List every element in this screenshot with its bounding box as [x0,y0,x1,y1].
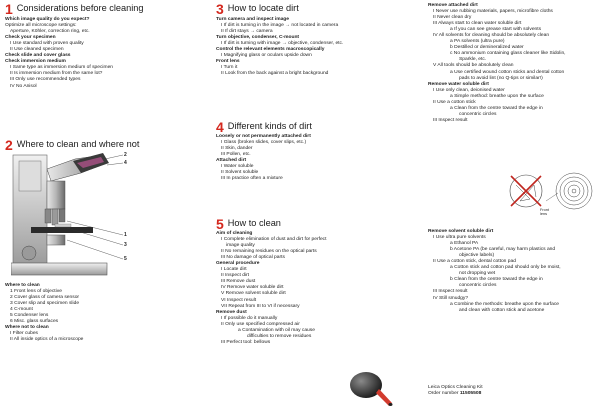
text-line: a PA solvents (ultra pure) [450,39,505,45]
cleaning-diagram [506,171,598,223]
callout-5: 5 [124,256,127,262]
text-line: I If possible do it manually [221,315,278,321]
text-line: I If dirt is turning with image → objective, condenser, etc. [221,41,344,47]
section-3-header [216,3,416,16]
section-3-number: 3 [216,1,224,17]
bellows-blower-image [346,365,396,409]
text-line: I Glass (broken slides, cover slips, etc.) [221,140,307,146]
subheading: Where to clean [5,283,40,288]
order-line [428,391,483,397]
subheading: General procedure [216,261,260,267]
text-line: II Never clean dry [433,15,472,21]
text-line: VI Inspect result [221,297,257,303]
subheading: Turn camera and inspect image [216,17,290,22]
text-line: I Use only clean, deionised water [433,87,505,93]
subheading: Turn objective, condenser, C-mount [216,35,300,41]
section-5-number: 5 [216,216,224,232]
text-line: III Remove dust [221,279,256,285]
section-1-title: Considerations before cleaning [16,3,144,13]
text-line: 2 Cover glass of camera sensor [10,295,80,301]
section-4-body [216,134,416,182]
text-line: VII Repeat from III to VI if necessary [221,303,300,309]
text-line: I Use standard with proven quality [10,41,84,47]
text-line: II Solvent soluble [221,170,259,176]
kit-name: Leica Optics Cleaning Kit [428,385,483,390]
text-line: I Locate dirt [221,267,247,273]
text-line: I Use ultra pure solvents [433,235,486,241]
subheading: Remove attached dirt [428,3,478,8]
text-line: 3 Cover slip and specimen slide [10,301,80,307]
text-line: difficulties to remove residues [247,333,312,339]
text-line: II Only use specified compressed air [221,321,300,327]
subheading: Remove water soluble dirt [428,81,489,87]
column-right [428,3,598,397]
text-line: III Pollen, etc. [221,152,251,158]
text-line: II If dirt stays → camera [221,29,273,35]
text-line: b Clean from the centre toward the edge in [450,277,543,283]
subheading: Check your specimen [5,35,56,41]
text-line: IV Still smudgy? [433,295,469,301]
section-5-header [216,218,281,231]
callout-2: 2 [124,152,127,158]
section-4-title: Different kinds of dirt [227,121,312,131]
text-line: III Perfect tool: bellows [221,339,271,345]
text-line: c No ammonium containing glass cleaner like Sidolin, [450,51,566,57]
text-line: a Combine the methods: breathe upon the surface [450,301,560,307]
text-line: I If dirt is turning in the image → not located in camera [221,23,339,29]
text-line: III Inspect result [433,289,468,295]
text-line: I Never use rubbing materials, papers, microfibre cloths [433,9,553,15]
section-1-number: 1 [5,1,13,17]
text-line: a Simple method: breathe upon the surface [450,93,544,99]
callout-3: 3 [124,242,127,248]
text-line: II Skin, dander [221,146,253,152]
text-line: Sparkle, etc. [459,57,487,63]
text-line: Aperture, Köhler, correction ring, etc. [10,29,90,35]
text-line: III In practice often a mixture [221,176,283,182]
text-line: II Use a cotton stick, dental cotton pad [433,259,516,265]
text-line: objective labels) [459,253,495,259]
subheading: Attached dirt [216,158,247,164]
subheading: Check slide and cover glass [5,53,71,59]
order-number: 11505508 [459,391,482,397]
section-5-title: How to clean [227,218,281,228]
text-line: 5 Condenser lens [10,313,49,319]
text-line: IV No Anisol [10,83,37,89]
text-line: a Ethanol PA [450,241,479,247]
text-line: IV All solvents for cleaning should be absolutely clean [433,33,550,39]
text-line: pads to avoid lint (no Q-tips or similar!) [459,75,543,81]
text-line: III Inspect result [433,117,468,123]
subheading: Loosely or not permanently attached dirt [216,134,311,139]
section-4-header [216,121,312,134]
subheading: Control the relevant elements macroscopically [216,47,325,53]
text-line: II Inspect dirt [221,273,249,279]
text-line: III No damage of optical parts [221,255,285,261]
text-line: I Water soluble [221,164,254,170]
text-line: II No remaining residues on the optical parts [221,249,317,255]
order-label: Order number [428,391,460,397]
text-line: concentric circles [459,111,497,117]
text-line: III Always start to clean water soluble dirt [433,21,522,27]
text-line: and clean with cotton stick and acetone [459,307,545,313]
right-section-body [428,3,598,124]
text-line: a Use certified wound cotton sticks and dental cotton [450,69,565,75]
text-line: b Destilled or demineralized water [450,45,524,51]
section-1-header [5,3,210,16]
right-solvent-body [428,229,598,314]
section-4-number: 4 [216,119,224,135]
section-2-number: 2 [5,137,13,153]
text-line: not dropping wet [459,271,496,277]
subheading: Aim of cleaning [216,231,253,236]
text-line: V Remove solvent soluble dirt [221,291,286,297]
subheading: Which image quality do you expect? [5,17,90,22]
text-line: I Filter cubes [10,331,38,337]
text-line: 1 Front lens of objective [10,289,62,295]
section-5-body [216,231,416,346]
text-line: IV Remove water soluble dirt [221,285,284,291]
text-line: V All tools should be absolutely clean [433,63,514,69]
text-line: a Clean from the centre toward the edge in [450,105,543,111]
text-line: I Turn it [221,65,238,71]
text-line: b Acetone PA (be careful, may harm plastics and [450,247,556,253]
text-line: II Use cleaned specimen [10,47,64,53]
text-line: I Magnifying glass or oculars upside down [221,53,312,59]
callout-4: 4 [124,160,127,166]
column-left [5,1,210,343]
microscope-illustration [11,151,131,279]
section-1-body [5,17,210,90]
text-line: II All inside optics of a microscope [10,337,84,343]
text-line: II Is immersion medium from the same lot? [10,71,103,77]
text-line: I Complete elimination of dust and dirt for perfect [221,237,327,243]
subheading: Front lens [216,59,240,65]
subheading: Remove solvent soluble dirt [428,229,494,234]
front-lens-label: Front lens [540,208,549,216]
text-line: a Cotton stick and cotton pad should only be moist, [450,265,561,271]
subheading: Where not to clean [5,325,49,331]
column-middle [216,1,416,345]
text-line: I Same type as immersion medium of specimen [10,65,114,71]
kit-info [428,385,483,397]
text-line: 4 C-mount [10,307,33,313]
section-3-title: How to locate dirt [227,3,299,13]
text-line: III Only use recommended types [10,77,81,83]
subheading: Remove dust [216,309,247,315]
section-3-body [216,17,416,77]
text-line: image quality [226,243,255,249]
section-2-body [5,283,205,343]
text-line: II Look from the back against a bright background [221,71,329,77]
text-line: a If you can see grease start with solvents [450,27,542,33]
section-2-title: Where to clean and where not [16,139,140,149]
text-line: concentric circles [459,283,497,289]
text-line: Optimize all microscope settings: [5,23,77,29]
callout-1: 1 [124,232,127,238]
subheading: Check immersion medium [5,59,66,65]
text-line: a Contamination with oil may cause [238,327,315,333]
text-line: 6 Misc. glass surfaces [10,319,59,325]
text-line: II Use a cotton stick [433,99,476,105]
